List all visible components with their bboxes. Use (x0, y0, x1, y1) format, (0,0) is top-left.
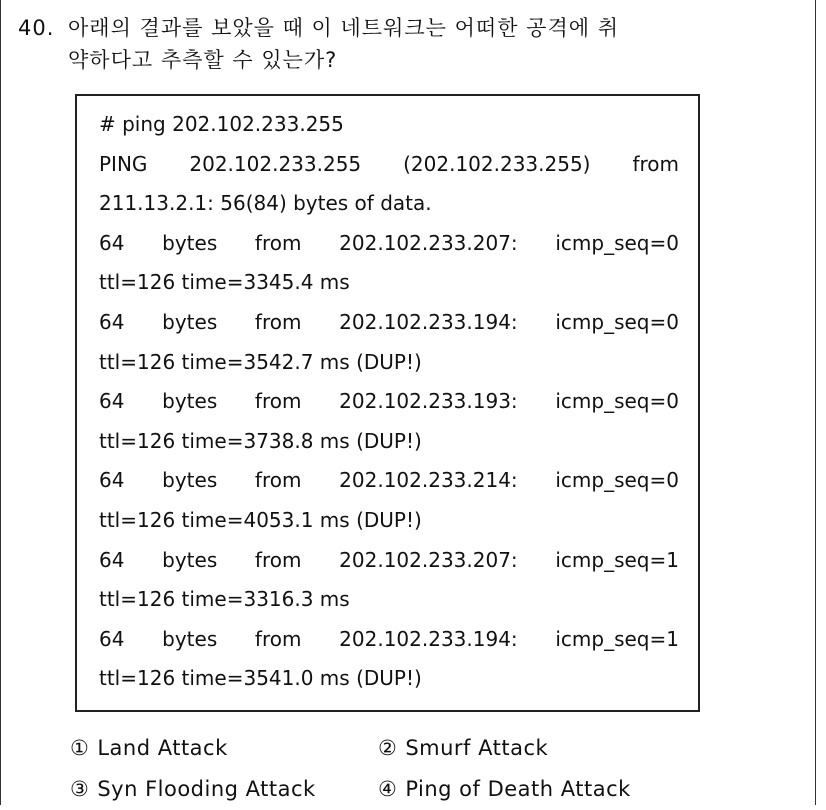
ping-output-line: 64 bytes from 202.102.233.214: icmp_seq=0 (99, 468, 679, 493)
option-2-label: Smurf Attack (405, 736, 549, 760)
question (18, 12, 619, 76)
ping-output-line: 64 bytes from 202.102.233.194: icmp_seq=0 (99, 309, 679, 334)
option-3-number: ③ (70, 777, 90, 801)
ping-output-box (75, 94, 700, 712)
ping-output-line: ttl=126 time=3542.7 ms (DUP!) (99, 349, 422, 374)
option-1-label: Land Attack (97, 736, 228, 760)
ping-output-line: 64 bytes from 202.102.233.207: icmp_seq=1 (99, 547, 679, 572)
option-4-label: Ping of Death Attack (405, 777, 631, 801)
ping-output-line: PING 202.102.233.255 (202.102.233.255) from (99, 151, 679, 176)
ping-output-line: ttl=126 time=3345.4 ms (99, 270, 350, 295)
answer-options (70, 728, 631, 810)
ping-output-line: 211.13.2.1: 56(84) bytes of data. (99, 191, 432, 216)
options-row-1 (70, 728, 631, 769)
option-1[interactable] (70, 728, 378, 769)
ping-output-line: 64 bytes from 202.102.233.207: icmp_seq=0 (99, 230, 679, 255)
ping-output-line: 64 bytes from 202.102.233.194: icmp_seq=1 (99, 626, 679, 651)
options-row-2 (70, 769, 631, 810)
ping-output-line: ttl=126 time=4053.1 ms (DUP!) (99, 507, 422, 532)
ping-output-line: # ping 202.102.233.255 (99, 112, 344, 136)
ping-output-line: ttl=126 time=3541.0 ms (DUP!) (99, 666, 422, 691)
question-text-line-2: 약하다고 추측할 수 있는가? (68, 48, 338, 72)
ping-output-line: ttl=126 time=3738.8 ms (DUP!) (99, 428, 422, 453)
option-1-number: ① (70, 736, 90, 760)
option-3[interactable] (70, 769, 378, 810)
question-text-line-1: 아래의 결과를 보았을 때 이 네트워크는 어떠한 공격에 취 (68, 16, 619, 40)
question-line-1 (18, 12, 619, 44)
option-4[interactable] (378, 769, 631, 810)
option-3-label: Syn Flooding Attack (97, 777, 316, 801)
option-2-number: ② (378, 736, 398, 760)
question-number: 40. (18, 16, 55, 40)
option-4-number: ④ (378, 777, 398, 801)
ping-output-line: ttl=126 time=3316.3 ms (99, 587, 350, 612)
option-2[interactable] (378, 728, 548, 769)
ping-output-line: 64 bytes from 202.102.233.193: icmp_seq=0 (99, 389, 679, 414)
